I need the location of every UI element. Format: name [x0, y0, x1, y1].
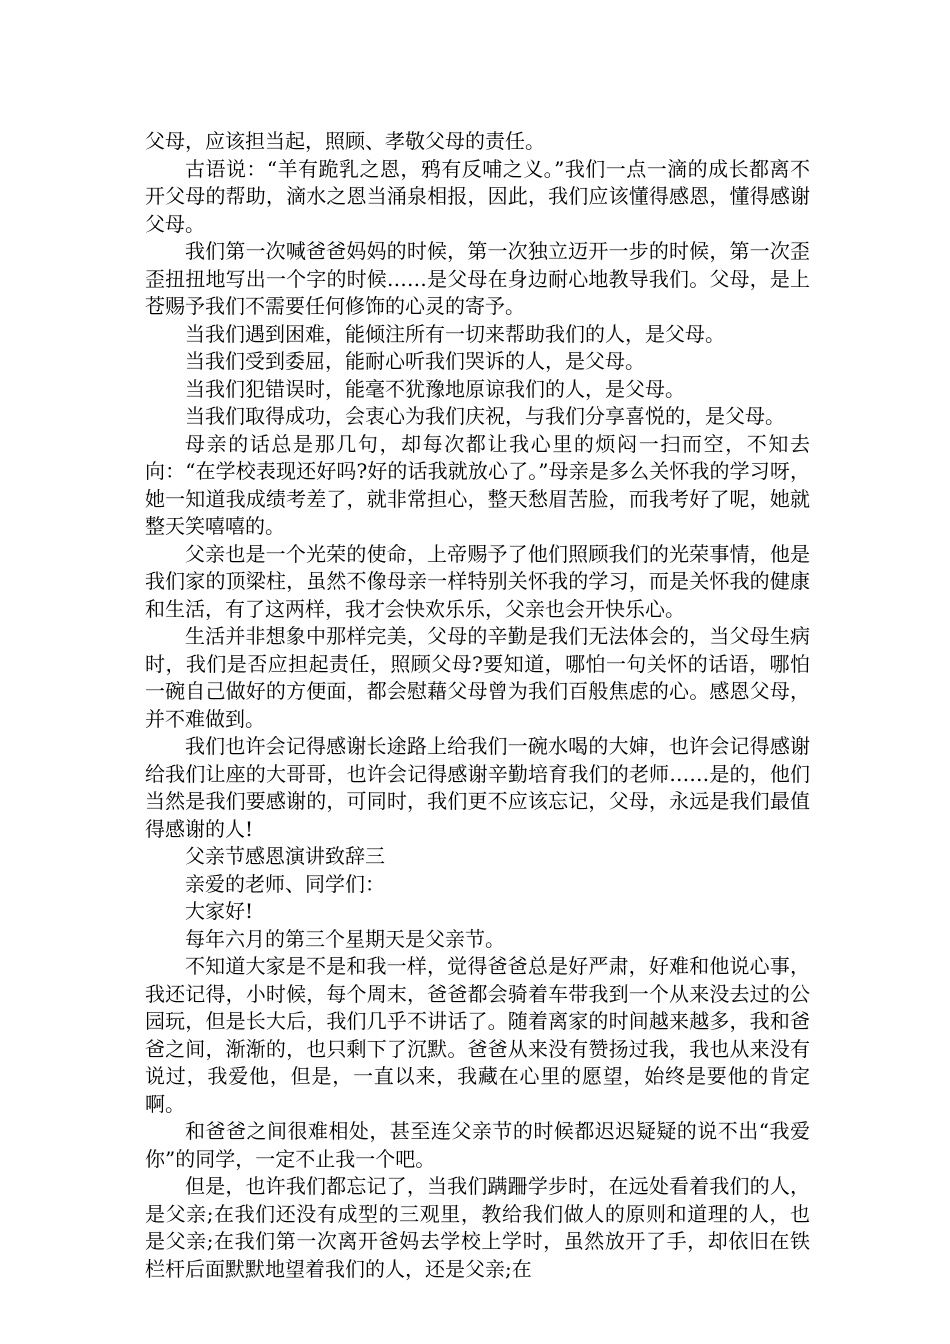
salutation: 亲爱的老师、同学们：: [185, 871, 385, 896]
paragraph-8: 母亲的话总是那几句，却每次都让我心里的烦闷一扫而空，不知去向：“在学校表现还好吗?好的话我就放心了。”母亲是多么关怀我的学习呀，她一知道我成绩考差了，就非常担心，整天愁眉苦脸，而我考好了呢，她就整天笑嘻嘻的。: [145, 431, 810, 538]
paragraph-15: 每年六月的第三个星期天是父亲节。: [185, 926, 505, 951]
paragraph-4: 当我们遇到困难，能倾注所有一切来帮助我们的人，是父母。: [185, 321, 725, 346]
paragraph-7: 当我们取得成功，会衷心为我们庆祝，与我们分享喜悦的，是父母。: [185, 404, 785, 428]
paragraph-16: 不知道大家是不是和我一样，觉得爸爸总是好严肃，好难和他说心事，我还记得，小时候，每个周末，爸爸都会骑着车带我到一个从来没去过的公园玩，但是长大后，我们几乎不讲话了。随着离家的时间越来越多，我和爸爸之间，渐渐的，也只剩下了沉默。爸爸从来没有赞扬过我，我也从来没有说过，我爱他，但是，一直以来，我藏在心里的愿望，始终是要他的肯定啊。: [145, 954, 810, 1116]
paragraph-17: 和爸爸之间很难相处，甚至连父亲节的时候都迟迟疑疑的说不出“我爱你”的同学，一定不止我一个吧。: [145, 1119, 810, 1171]
paragraph-18: 但是，也许我们都忘记了，当我们蹒跚学步时，在远处看着我们的人，是父亲;在我们还没有成型的三观里，教给我们做人的原则和道理的人，也是父亲;在我们第一次离开爸妈去学校上学时，虽然放开了手，却依旧在铁栏杆后面默默地望着我们的人，还是父亲;在: [145, 1174, 810, 1281]
paragraph-10: 生活并非想象中那样完美，父母的辛勤是我们无法体会的，当父母生病时，我们是否应担起责任，照顾父母?要知道，哪怕一句关怀的话语，哪怕一碗自己做好的方便面，都会慰藉父母曾为我们百般焦虑的心。感恩父母，并不难做到。: [145, 624, 810, 731]
paragraph-3: 我们第一次喊爸爸妈妈的时候，第一次独立迈开一步的时候，第一次歪歪扭扭地写出一个字的时候……是父母在身边耐心地教导我们。父母，是上苍赐予我们不需要任何修饰的心灵的寄予。: [145, 239, 810, 318]
paragraph-11: 我们也许会记得感谢长途路上给我们一碗水喝的大婶，也许会记得感谢给我们让座的大哥哥，也许会记得感谢辛勤培育我们的老师……是的，他们当然是我们要感谢的，可同时，我们更不应该忘记，父母，永远是我们最值得感谢的人!: [145, 734, 810, 841]
paragraph-5: 当我们受到委屈，能耐心听我们哭诉的人，是父母。: [185, 349, 645, 373]
paragraph-1: 父母，应该担当起，照顾、孝敬父母的责任。: [145, 129, 545, 153]
document-body: [145, 128, 810, 1283]
paragraph-2: 古语说：“羊有跪乳之恩，鸦有反哺之义。”我们一点一滴的成长都离不开父母的帮助，滴水之恩当涌泉相报，因此，我们应该懂得感恩，懂得感谢父母。: [145, 156, 810, 236]
paragraph-9: 父亲也是一个光荣的使命，上帝赐予了他们照顾我们的光荣事情，他是我们家的顶梁柱，虽然不像母亲一样特别关怀我的学习，而是关怀我的健康和生活，有了这两样，我才会快欢乐乐，父亲也会开快乐心。: [145, 541, 810, 621]
greeting: 大家好!: [185, 899, 254, 923]
section-heading: 父亲节感恩演讲致辞三: [185, 844, 385, 868]
paragraph-6: 当我们犯错误时，能毫不犹豫地原谅我们的人，是父母。: [185, 376, 685, 401]
